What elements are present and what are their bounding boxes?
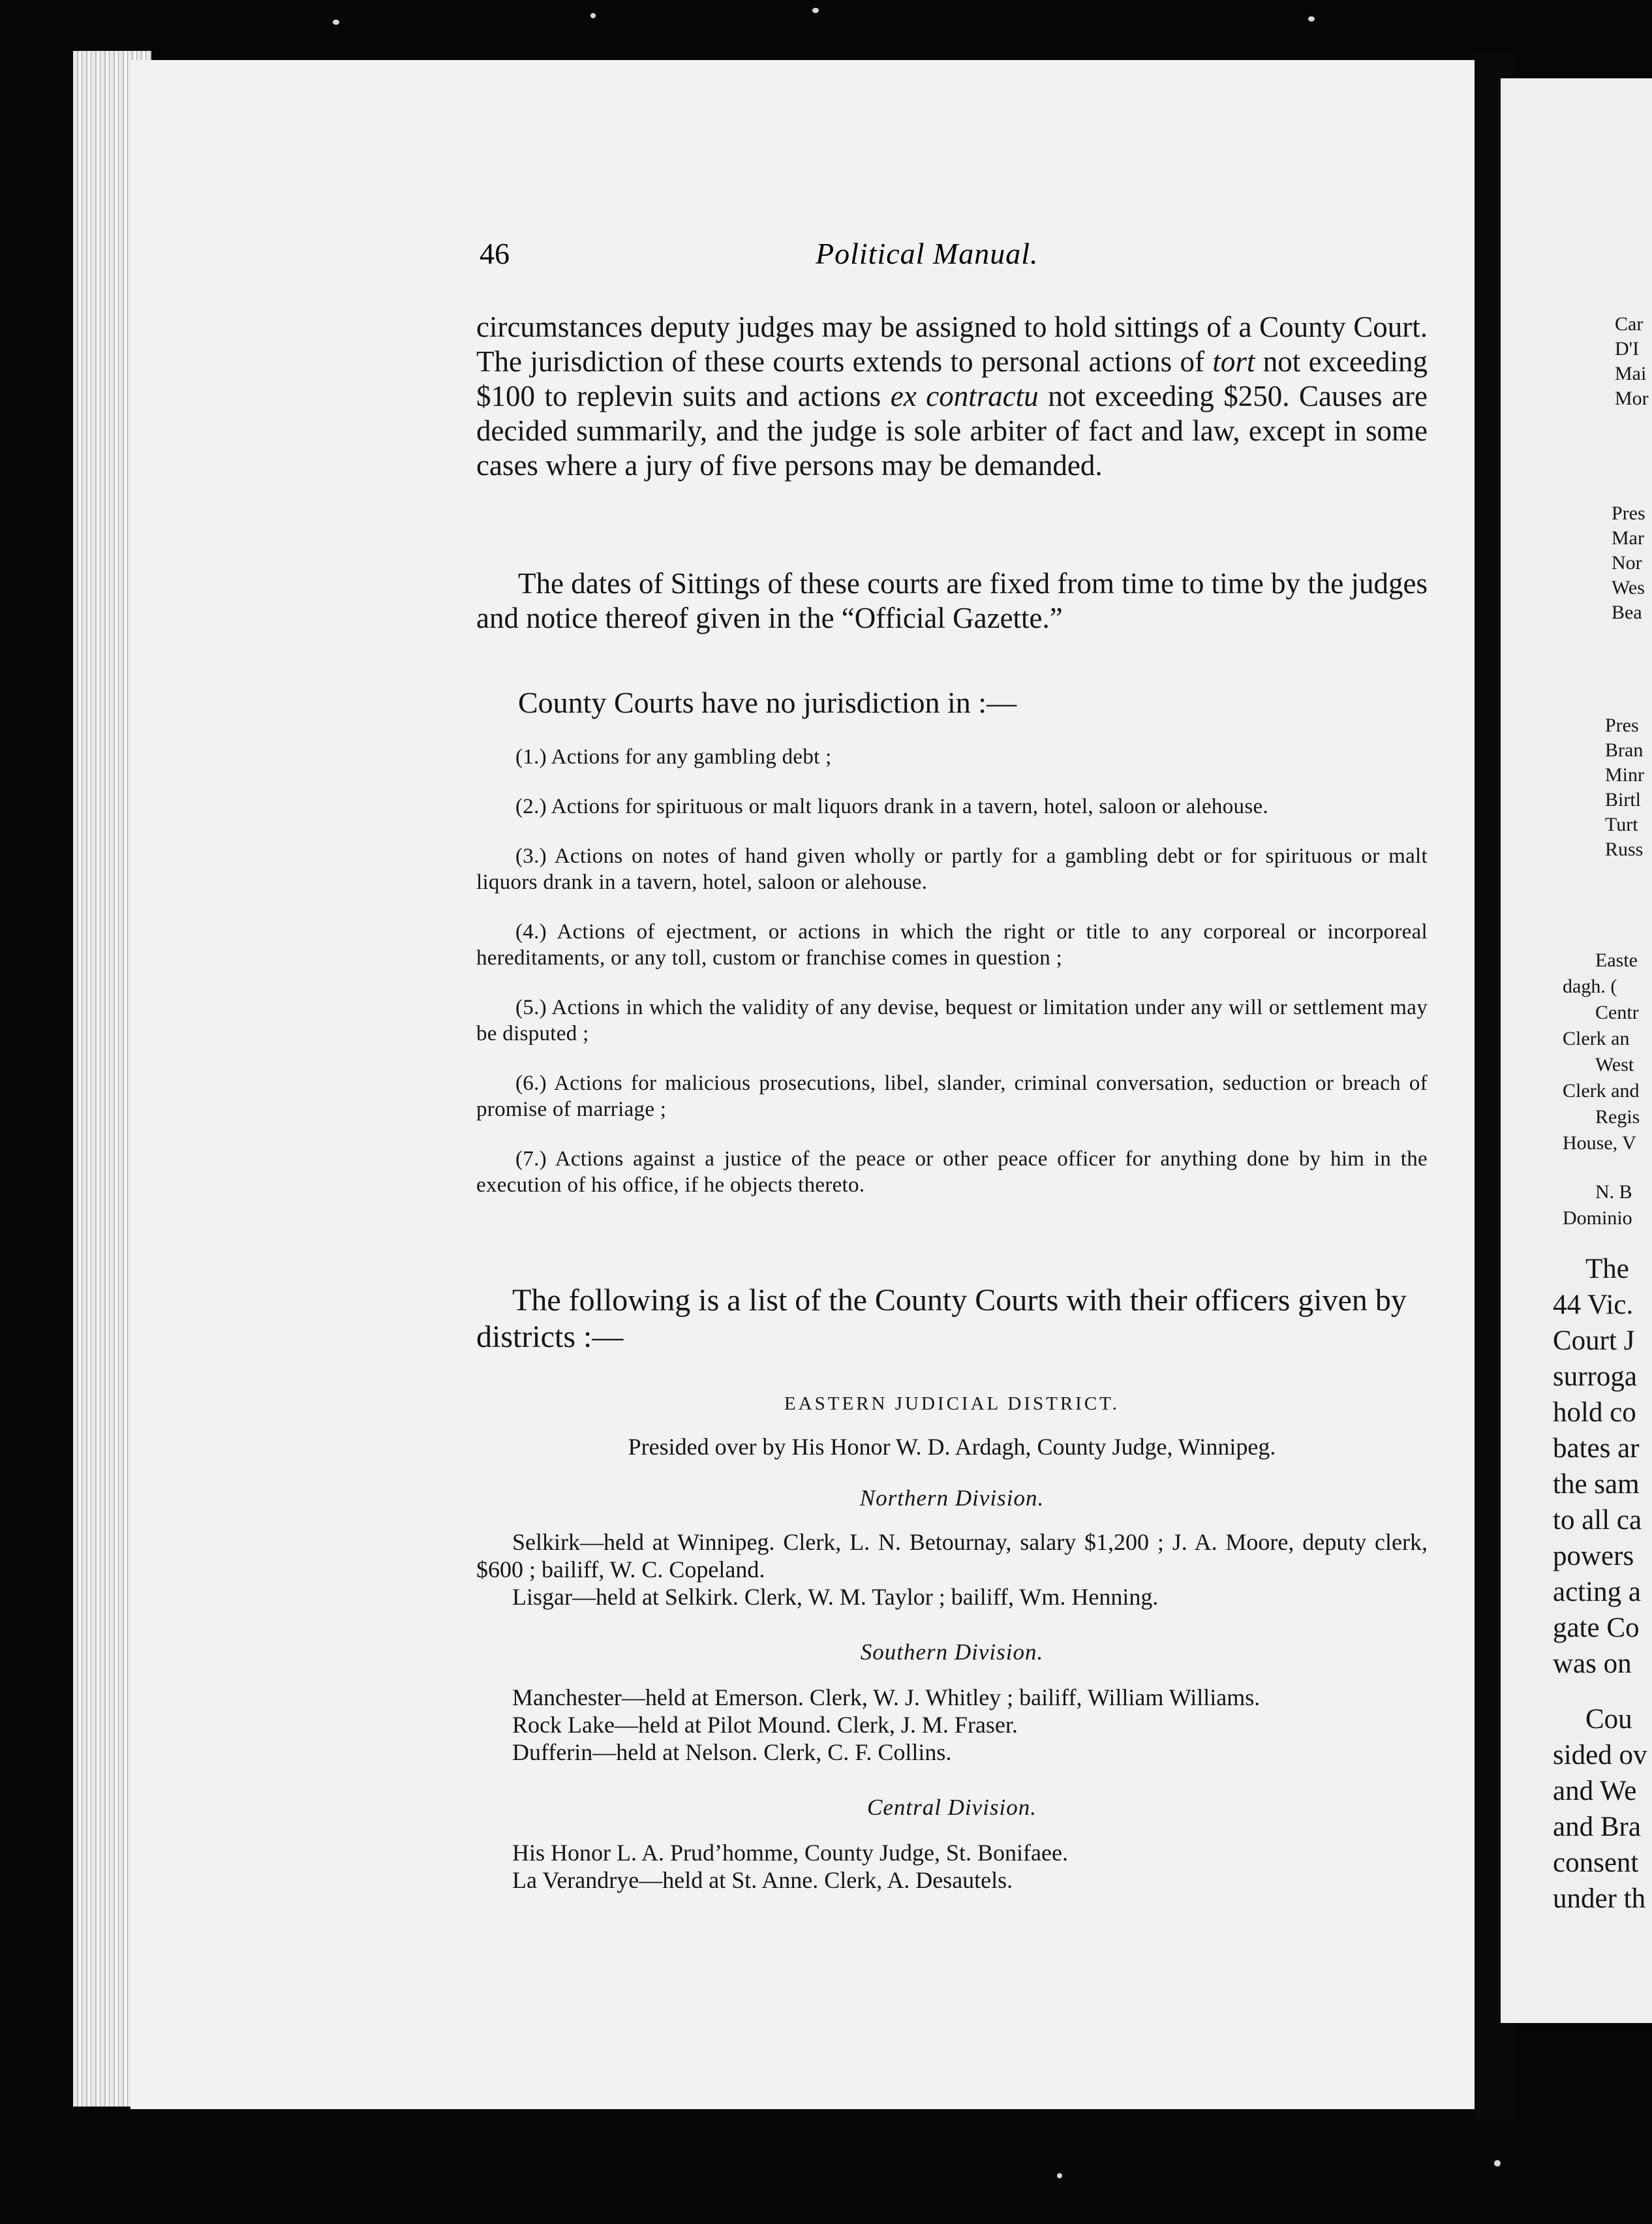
court-entry: La Verandrye—held at St. Anne. Clerk, A. Desautels. (512, 1867, 1013, 1893)
facing-line: surroga (1553, 1361, 1637, 1392)
northern-division-title: Northern Division. (859, 1485, 1045, 1511)
facing-line: Nor (1612, 552, 1642, 574)
facing-line: The (1585, 1254, 1629, 1284)
facing-line: Bea (1612, 602, 1642, 623)
facing-line: Birtl (1605, 789, 1642, 811)
court-entry: Lisgar—held at Selkirk. Clerk, W. M. Taylor ; bailiff, Wm. Henning. (512, 1584, 1159, 1610)
facing-line: the sam (1553, 1469, 1640, 1500)
facing-line: Mai (1615, 363, 1647, 384)
list-item: (4.) Actions of ejectment, or actions in which the right or title to any corporeal or incorporeal hereditaments, or any toll, custom or franchise comes in question ; (476, 920, 1428, 970)
facing-page (1501, 78, 1652, 2023)
p3-text: County Courts have no jurisdiction in :— (518, 686, 1017, 719)
facing-line: Easte (1595, 950, 1638, 971)
facing-line: under th (1553, 1883, 1646, 1914)
list-item: (5.) Actions in which the validity of any devise, bequest or limitation under any will or settlement may be disputed ; (476, 996, 1428, 1045)
facing-line: 44 Vic. (1553, 1290, 1634, 1320)
court-entry: Manchester—held at Emerson. Clerk, W. J. Whitley ; bailiff, William Williams. (512, 1684, 1261, 1710)
facing-line: N. B (1595, 1181, 1632, 1203)
list-item: (7.) Actions against a justice of the peace or other peace officer for anything done by him in the execution of his office, if he objects thereto. (476, 1147, 1428, 1197)
facing-line: and Bra (1553, 1812, 1641, 1842)
district-block (476, 1393, 1428, 1894)
facing-line: Russ (1605, 839, 1644, 860)
facing-line: dagh. ( (1563, 976, 1617, 997)
facing-line: Regis (1595, 1106, 1640, 1128)
facing-line: Court J (1553, 1325, 1635, 1356)
facing-line: West (1595, 1054, 1634, 1075)
facing-line: acting a (1553, 1577, 1641, 1607)
facing-line: Mor (1615, 388, 1649, 409)
facing-line: Mar (1612, 527, 1644, 549)
body-paragraph-3 (476, 685, 1428, 720)
facing-line: Wes (1612, 577, 1645, 598)
list-item: (2.) Actions for spirituous or malt liquors drank in a tavern, hotel, saloon or alehouse. (515, 795, 1268, 818)
facing-line: D'I (1615, 338, 1640, 360)
page-number: 46 (480, 237, 510, 270)
court-entry: Selkirk—held at Winnipeg. Clerk, L. N. Betournay, salary $1,200 ; J. A. Moore, deputy clerk, $600 ; bailiff, W. C. Copeland. (476, 1529, 1428, 1583)
presided-line: Presided over by His Honor W. D. Ardagh, County Judge, Winnipeg. (628, 1434, 1276, 1460)
facing-line: hold co (1553, 1397, 1636, 1428)
p1-text-c: not exceeding $250. Causes are decided summarily, and the judge is sole arbiter of fact and law, except in some cases where a jury of five persons may be demanded. (476, 380, 1428, 482)
facing-line: Pres (1612, 502, 1645, 524)
facing-line: Car (1615, 313, 1644, 335)
facing-line: Turt (1605, 814, 1638, 835)
facing-line: to all ca (1553, 1505, 1642, 1536)
body-paragraph-1 (476, 310, 1428, 483)
facing-line: Clerk and (1563, 1080, 1640, 1102)
p2-text: The dates of Sittings of these courts are fixed from time to time by the judges and notice thereof given in the “Official Gazette.” (476, 567, 1428, 634)
running-head (480, 236, 1426, 275)
facing-line: gate Co (1553, 1613, 1640, 1643)
facing-line: was on (1553, 1648, 1632, 1679)
p1-text-b: not exceeding $100 to replevin suits and actions (476, 345, 1428, 412)
list-item: (3.) Actions on notes of hand given wholly or partly for a gambling debt or for spirituous or malt liquors drank in a tavern, hotel, saloon or alehouse. (476, 844, 1428, 894)
facing-line: House, V (1563, 1132, 1636, 1154)
facing-line: powers (1553, 1541, 1634, 1571)
list-intro: The following is a list of the County Courts with their officers given by districts :— (476, 1283, 1407, 1354)
facing-line: Bran (1605, 739, 1644, 761)
district-title: EASTERN JUDICIAL DISTRICT. (784, 1393, 1120, 1414)
facing-line: and We (1553, 1776, 1637, 1806)
p1-text-a: circumstances deputy judges may be assigned to hold sittings of a County Court. The jurisdiction of these courts extends to personal actions of (476, 311, 1428, 378)
facing-line: Cou (1585, 1704, 1632, 1735)
page-title: Political Manual. (816, 237, 1039, 270)
list-item: (1.) Actions for any gambling debt ; (515, 745, 832, 769)
p1-ex-contractu: ex contractu (890, 380, 1039, 412)
p1-tort: tort (1212, 345, 1255, 378)
southern-division-title: Southern Division. (860, 1639, 1044, 1665)
list-intro-block (476, 1282, 1428, 1355)
court-entry: Dufferin—held at Nelson. Clerk, C. F. Collins. (512, 1739, 952, 1765)
facing-line: sided ov (1553, 1740, 1647, 1770)
jurisdiction-list (476, 744, 1428, 1198)
body-paragraph-2 (476, 566, 1428, 636)
facing-line: Dominio (1563, 1207, 1632, 1229)
court-entry: His Honor L. A. Prud’homme, County Judge, St. Bonifaee. (512, 1840, 1068, 1866)
central-division-title: Central Division. (866, 1795, 1037, 1820)
facing-line: Clerk an (1563, 1028, 1630, 1049)
facing-line: consent (1553, 1847, 1639, 1878)
facing-line: Minr (1605, 764, 1644, 786)
court-entry: Rock Lake—held at Pilot Mound. Clerk, J. M. Fraser. (512, 1712, 1018, 1738)
list-item: (6.) Actions for malicious prosecutions, libel, slander, criminal conversation, seduction or breach of promise of marriage ; (476, 1072, 1428, 1121)
facing-line: bates ar (1553, 1433, 1640, 1464)
facing-line: Centr (1595, 1002, 1639, 1023)
facing-line: Pres (1605, 715, 1639, 736)
